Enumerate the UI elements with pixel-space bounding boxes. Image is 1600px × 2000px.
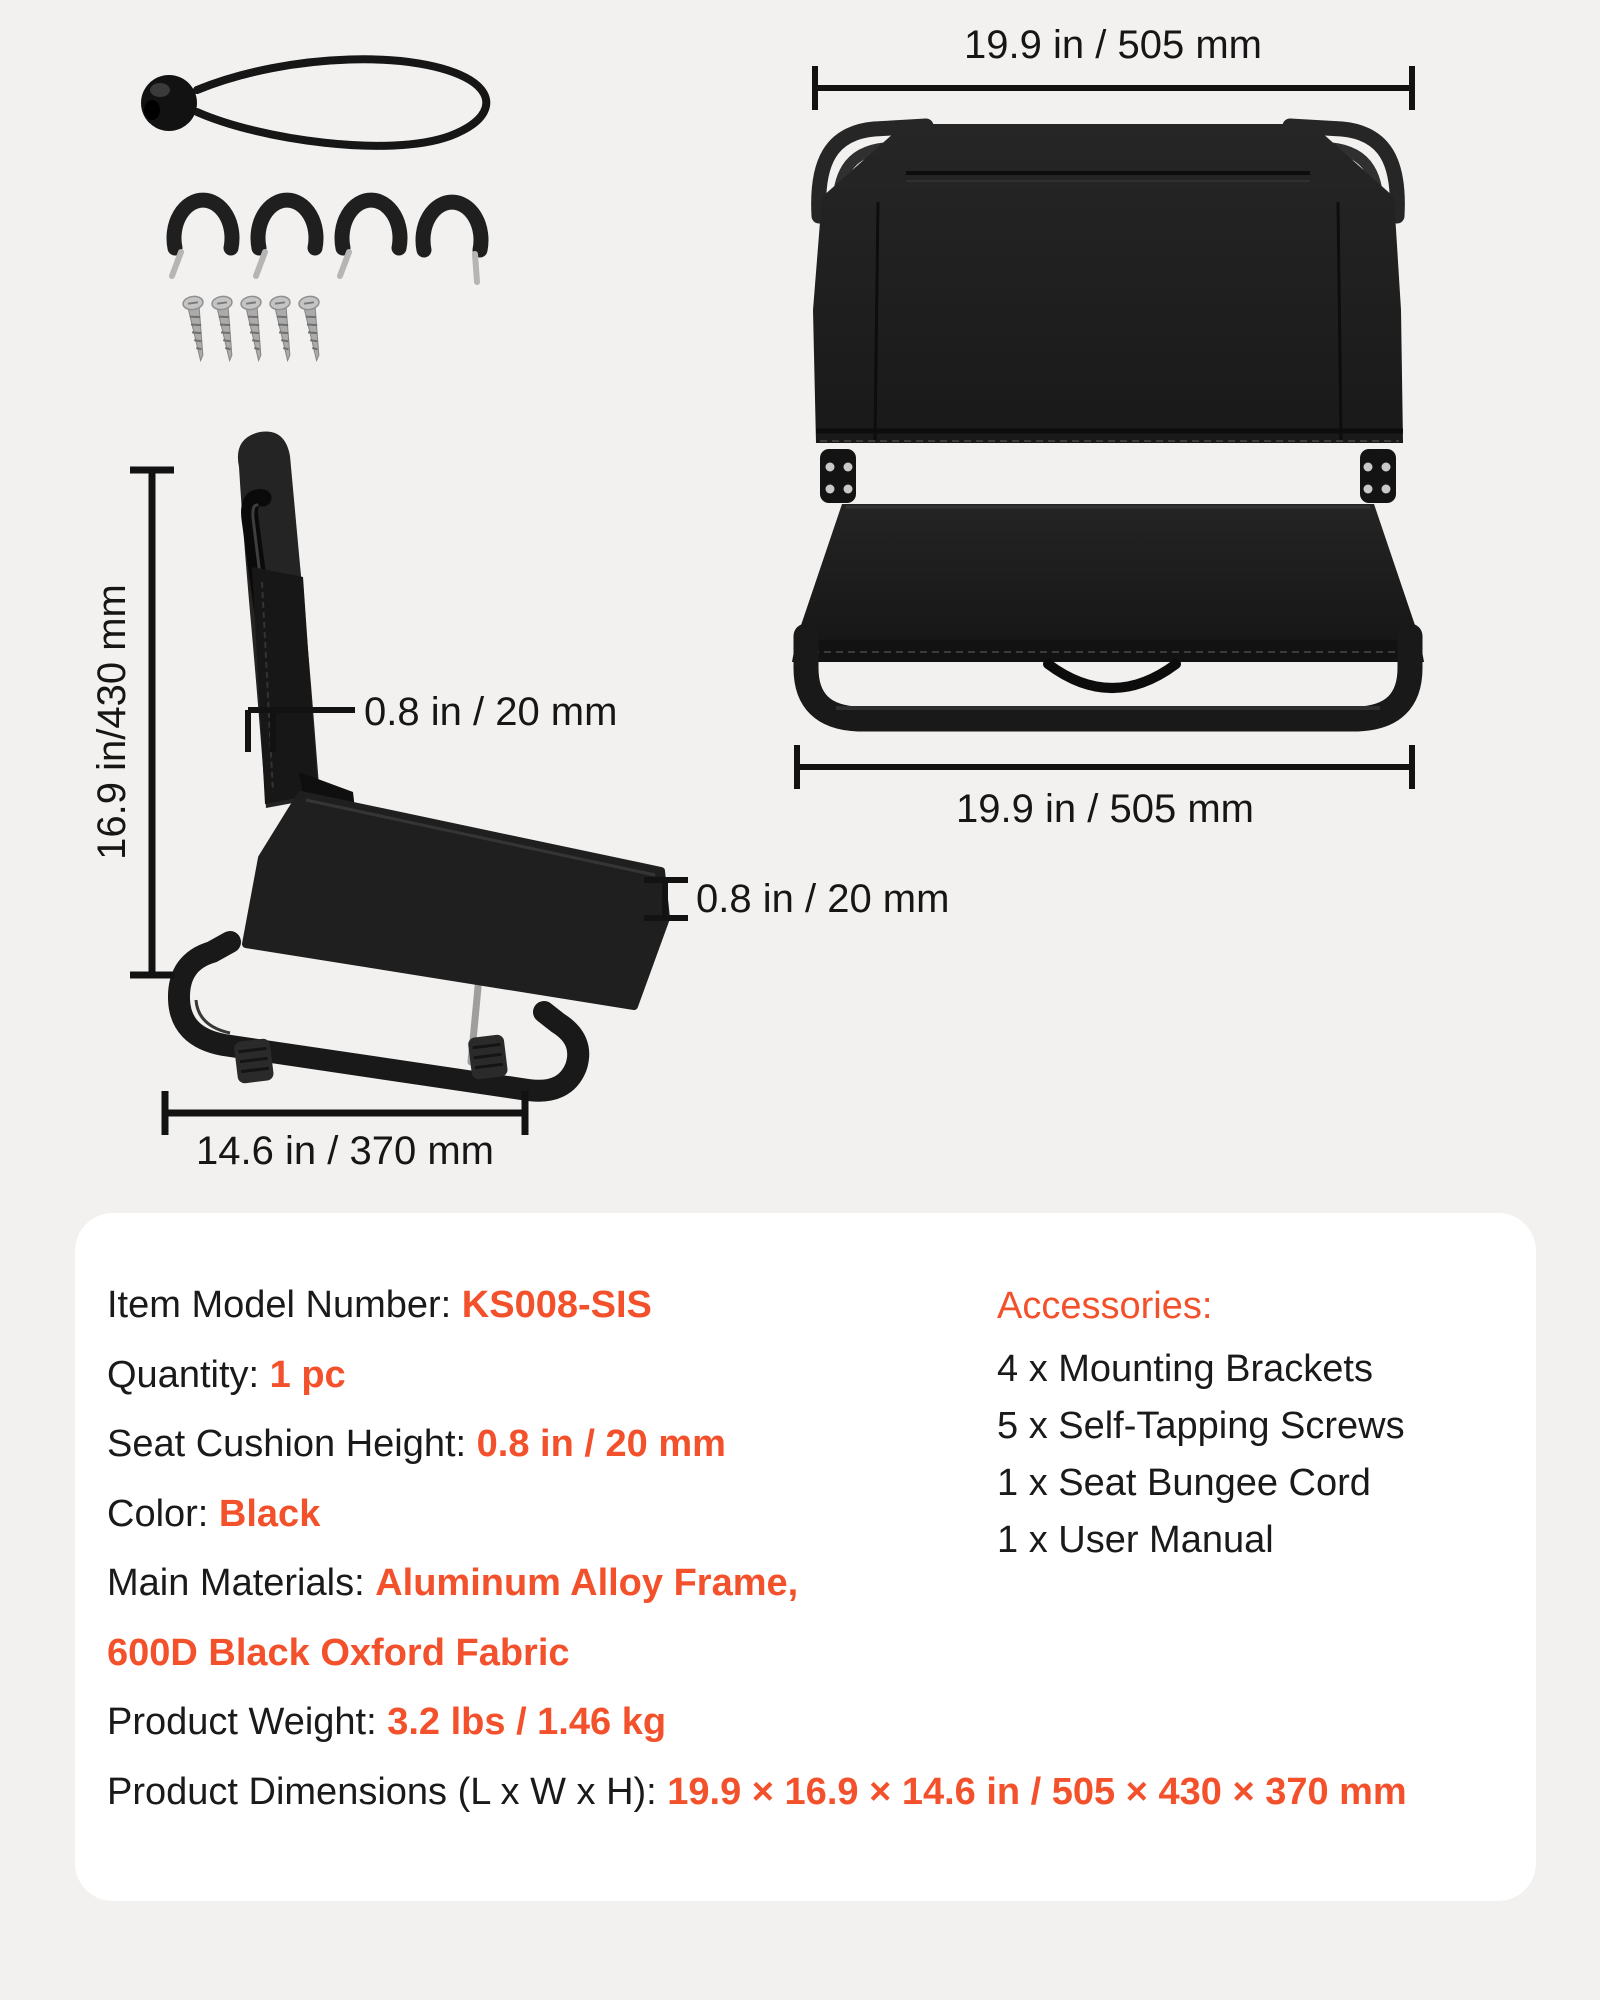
spec-value: 600D Black Oxford Fabric bbox=[107, 1631, 570, 1674]
spec-row-materials-cont bbox=[107, 1619, 1407, 1689]
spec-value: 1 pc bbox=[269, 1353, 346, 1396]
accessory-item: 1 x Seat Bungee Cord bbox=[997, 1462, 1371, 1504]
spec-label: Main Materials: bbox=[107, 1562, 376, 1604]
side-depth-dimension-label: 14.6 in / 370 mm bbox=[196, 1129, 494, 1173]
accessory-item: 4 x Mounting Brackets bbox=[997, 1348, 1373, 1390]
accessory-item: 1 x User Manual bbox=[997, 1519, 1274, 1561]
spec-label: Item Model Number: bbox=[107, 1284, 462, 1326]
accessories-list bbox=[997, 1271, 1405, 1569]
front-bottom-dimension-label: 19.9 in / 505 mm bbox=[956, 787, 1254, 831]
spec-value: 3.2 lbs / 1.46 kg bbox=[387, 1701, 667, 1743]
bungee-cord-icon bbox=[141, 59, 486, 146]
side-height-dimension-label: 16.9 in/430 mm bbox=[90, 584, 134, 860]
spec-label: Quantity: bbox=[107, 1353, 270, 1396]
spec-value: Black bbox=[218, 1492, 321, 1535]
mounting-brackets-icon bbox=[172, 200, 481, 282]
spec-value: KS008-SIS bbox=[461, 1284, 652, 1326]
spec-label: Product Dimensions (L x W x H): bbox=[107, 1770, 668, 1813]
spec-label: Product Weight: bbox=[107, 1701, 388, 1743]
spec-value: Aluminum Alloy Frame, bbox=[375, 1562, 799, 1604]
spec-label: Color: bbox=[107, 1492, 219, 1535]
screws-icon bbox=[182, 295, 327, 362]
front-view-illustration bbox=[792, 124, 1424, 719]
accessories-title: Accessories: bbox=[997, 1285, 1213, 1327]
spec-row-weight bbox=[107, 1688, 1407, 1758]
seat-cushion-thickness-label: 0.8 in / 20 mm bbox=[696, 877, 950, 921]
backrest-thickness-label: 0.8 in / 20 mm bbox=[364, 690, 618, 734]
spec-card bbox=[75, 1213, 1536, 1901]
front-top-dimension-label: 19.9 in / 505 mm bbox=[964, 23, 1262, 67]
spec-label: Seat Cushion Height: bbox=[107, 1423, 477, 1465]
spec-value: 19.9 × 16.9 × 14.6 in / 505 × 430 × 370 mm bbox=[667, 1770, 1407, 1813]
spec-row-dimensions bbox=[107, 1758, 1407, 1828]
side-view-illustration bbox=[179, 432, 666, 1091]
spec-value: 0.8 in / 20 mm bbox=[476, 1423, 726, 1465]
accessory-item: 5 x Self-Tapping Screws bbox=[997, 1405, 1405, 1447]
